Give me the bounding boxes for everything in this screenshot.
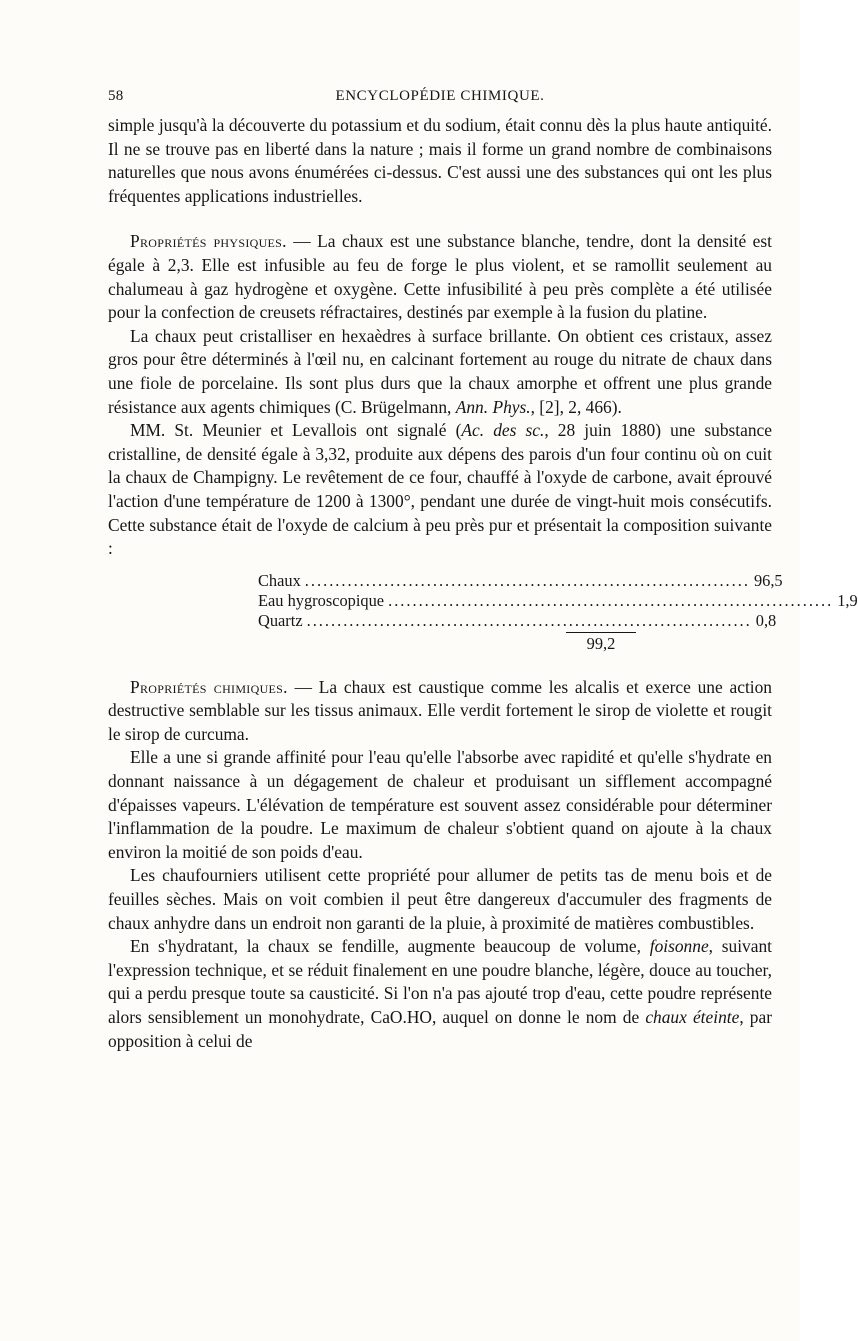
citation-journal: Ann. Phys. <box>455 396 531 417</box>
paragraph-meunier-levallois <box>108 419 772 561</box>
page-header <box>108 88 772 114</box>
hydration-text-a: En s'hydratant, la chaux se fendille, augmente beaucoup de volume, <box>130 936 650 957</box>
book-page <box>108 88 858 1053</box>
composition-label: Eau hygroscopique <box>258 590 385 610</box>
composition-row <box>258 570 783 591</box>
paragraph-chemical-properties <box>108 676 772 747</box>
leader-dots: ......................................................................... <box>388 590 834 610</box>
paragraph-hydration <box>108 935 772 1053</box>
running-title: ENCYCLOPÉDIE CHIMIQUE. <box>335 88 545 104</box>
composition-value: 1,9 <box>837 590 858 610</box>
composition-label: Quartz <box>258 610 303 630</box>
meunier-text-a: MM. St. Meunier et Levallois ont signalé ( <box>130 420 462 441</box>
hydration-text-c: , par opposition à celui de <box>108 1007 772 1051</box>
composition-table <box>258 570 858 654</box>
section-heading-chemical: Propriétés chimiques. <box>130 676 288 697</box>
physical-properties-text: — La chaux est une substance blanche, tendre, dont la densité est égale à 2,3. Elle est infusible au feu de forge le plus violent, et se ramollit seulement au chalumeau à gaz hydrogène et oxygène. Cette infusibilité à peu près complète a été utilisée pour la confection de creusets réfractaires, destinés par exemple à la fusion du platine. <box>108 231 773 323</box>
composition-value: 96,5 <box>753 570 783 590</box>
leader-dots: ......................................................................... <box>304 570 750 590</box>
term-foisonne: foisonne <box>649 936 709 957</box>
citation-academy: Ac. des sc. <box>461 420 545 441</box>
term-chaux-eteinte: chaux éteinte <box>645 1007 740 1027</box>
paragraph-lime-burners: Les chaufourniers utilisent cette propriété pour allumer de petits tas de menu bois et de feuilles sèches. Mais on voit combien il peut être dangereux d'accumuler des fragments de chaux anhydre dans un endroit non garanti de la pluie, à proximité de matières combustibles. <box>108 865 772 933</box>
paragraph-intro: simple jusqu'à la découverte du potassium et du sodium, était connu dès la plus haute antiquité. Il ne se trouve pas en liberté dans la nature ; mais il forme un grand nombre de combinaisons naturelles que nous avons énumérées ci-dessus. C'est aussi une des substances qui ont les plus fréquentes applications industrielles. <box>108 115 772 206</box>
meunier-text-b: , 28 juin 1880) une substance cristalline, de densité égale à 3,32, produite aux dépens des parois d'un four continu où on cuit la chaux de Champigny. Le revêtement de ce four, chauffé à l'oxyde de carbone, avait éprouvé l'action d'une température de 1200 à 1300°, pendant une durée de vingt-huit mois consécutifs. Cette substance était de l'oxyde de calcium à peu près pur et présentait la composition suivante : <box>108 420 772 559</box>
section-heading-physical: Propriétés physiques. <box>130 231 287 252</box>
leader-dots: ......................................................................... <box>306 610 752 630</box>
composition-total: 99,2 <box>566 632 636 654</box>
composition-row <box>258 590 858 611</box>
paragraph-crystals <box>108 325 772 419</box>
composition-label: Chaux <box>258 570 301 590</box>
page-number: 58 <box>108 88 124 104</box>
section-spacer <box>108 654 772 676</box>
composition-row <box>258 610 777 631</box>
paragraph-affinity-water: Elle a une si grande affinité pour l'eau qu'elle l'absorbe avec rapidité et qu'elle s'hydrate en donnant naissance à un dégagement de chaleur et produisant un sifflement accompagné d'épaisses vapeurs. L'élévation de température est souvent assez considérable pour déterminer l'inflammation de la poudre. Le maximum de chaleur s'obtient quand on ajoute à la chaux environ la moitié de son poids d'eau. <box>108 747 772 862</box>
section-spacer <box>108 208 772 230</box>
paragraph-physical-properties <box>108 230 772 324</box>
chemical-properties-text: — La chaux est caustique comme les alcalis et exerce une action destructive semblable sur les tissus animaux. Elle verdit fortement le sirop de violette et rougit le sirop de curcuma. <box>108 676 773 744</box>
hydration-text-b: , suivant l'expression technique, et se réduit finalement en une poudre blanche, légère, douce au toucher, qui a perdu presque toute sa causticité. Si l'on n'a pas ajouté trop d'eau, cette poudre représente alors sensiblement un monohydrate, CaO.HO, auquel on donne le nom de <box>108 936 772 1027</box>
citation-tail: , [2], 2, 466). <box>530 396 622 417</box>
composition-value: 0,8 <box>755 610 777 630</box>
crystals-text: La chaux peut cristalliser en hexaèdres à surface brillante. On obtient ces cristaux, assez gros pour être déterminés à l'œil nu, en calcinant fortement au rouge du nitrate de chaux dans une fiole de porcelaine. Ils sont plus durs que la chaux amorphe et offrent une plus grande résistance aux agents chimiques (C. Brügelmann, <box>108 325 772 417</box>
